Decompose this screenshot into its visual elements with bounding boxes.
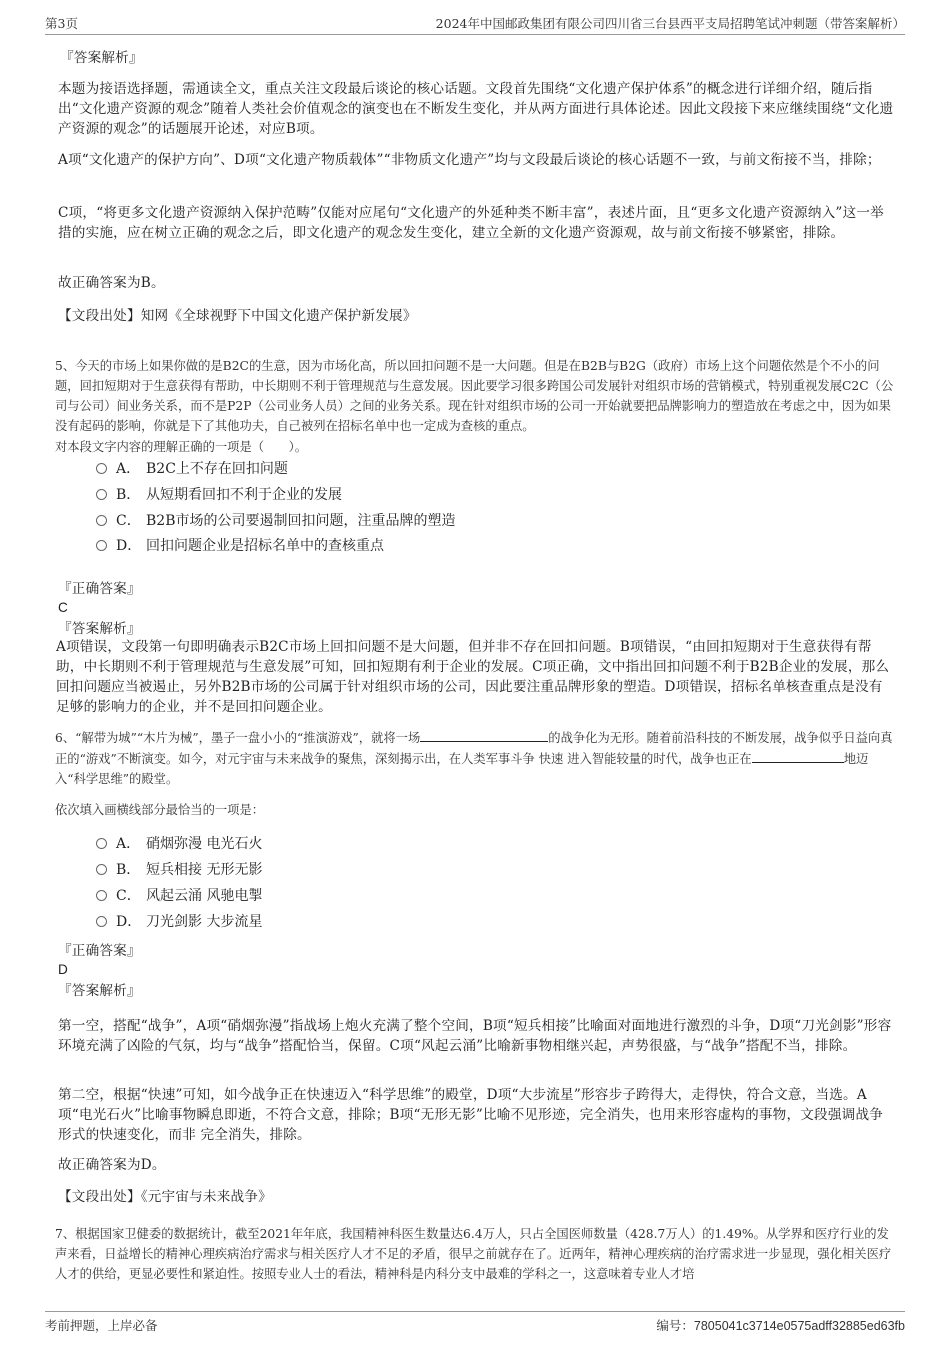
radio-icon[interactable] <box>96 515 107 526</box>
option-letter: A． <box>116 836 141 852</box>
radio-icon[interactable] <box>96 916 107 927</box>
radio-icon[interactable] <box>96 489 107 500</box>
radio-icon[interactable] <box>96 890 107 901</box>
option-text: B2C上不存在回扣问题 <box>146 461 288 477</box>
q6-option-a[interactable] <box>96 833 262 855</box>
q6-answer: D <box>58 962 69 977</box>
option-letter: B． <box>116 862 141 878</box>
option-letter: A． <box>116 461 141 477</box>
q5-stem: 5、今天的市场上如果你做的是B2C的生意，因为市场化高，所以回扣问题不是一大问题。但是在B2B与B2G（政府）市场上这个问题依然是个不小的问题，回扣短期对于生意获得有帮助，中长期则不利于管理规范与生意发展。因此要学习很多跨国公司发展针对组织市场的营销模式，特别重视发展C2C（公司与公司）间业务关系，而不是P2P（公司业务人员）之间的业务关系。现在针对组织市场的公司一开始就要把品牌影响力的塑造放在考虑之中，因为如果没有起码的影响，你就是下了其他功夫，自己被列在招标名单中也一定成为查核的重点。 <box>55 359 894 433</box>
option-text: B2B市场的公司要遏制回扣问题，注重品牌的塑造 <box>146 513 456 529</box>
option-letter: D． <box>116 914 142 930</box>
footer-slogan: 考前押题，上岸必备 <box>45 1318 158 1333</box>
q6-prompt: 依次填入画横线部分最恰当的一项是： <box>55 803 265 817</box>
q4-analysis-p2: A项“文化遗产的保护方向”、D项“文化遗产物质载体”“非物质文化遗产”均与文段最后谈论的核心话题不一致，与前文衔接不当，排除； <box>58 152 881 168</box>
option-text: 刀光剑影 大步流星 <box>146 914 263 930</box>
q6-answer-label: 『正确答案』 <box>58 943 141 959</box>
option-letter: C． <box>116 888 141 904</box>
q4-analysis-label: 『答案解析』 <box>60 50 143 66</box>
q5-analysis: A项错误，文段第一句即明确表示B2C市场上回扣问题不是大问题，但并非不存在回扣问题。B项错误，“由回扣短期对于生意获得有帮助，中长期则不利于管理规范与生意发展”可知，回扣短期有利于企业的发展。C项正确，文中指出回扣问题不利于B2B企业的发展，那么回扣问题应当被遏止，另外B2B市场的公司属于针对组织市场的公司，因此要注重品牌形象的塑造。D项错误，招标名单核查重点是没有足够的影响力的企业，并不是回扣问题企业。 <box>56 639 890 715</box>
radio-icon[interactable] <box>96 463 107 474</box>
option-text: 回扣问题企业是招标名单中的查核重点 <box>146 538 384 554</box>
option-letter: B． <box>116 487 141 503</box>
q5-option-d[interactable] <box>96 535 384 557</box>
q6-analysis-p1: 第一空，搭配“战争”，A项“硝烟弥漫”指战场上炮火充满了整个空间，B项“短兵相接”比喻面对面地进行激烈的斗争，D项“刀光剑影”形容环境充满了凶险的气氛，均与“战争”搭配恰当，保留。C项“风起云涌”比喻新事物相继兴起，声势很盛，与“战争”搭配不当，排除。 <box>58 1018 892 1054</box>
option-text: 风起云涌 风驰电掣 <box>146 888 263 904</box>
document-title: 2024年中国邮政集团有限公司四川省三台县西平支局招聘笔试冲刺题（带答案解析） <box>435 16 905 31</box>
q6-blank-1 <box>420 727 548 742</box>
option-text: 从短期看回扣不利于企业的发展 <box>146 487 342 503</box>
q5-analysis-label: 『答案解析』 <box>58 621 141 637</box>
q5-option-c[interactable] <box>96 510 455 532</box>
page-header <box>45 12 905 35</box>
q7-stem: 7、根据国家卫健委的数据统计，截至2021年年底，我国精神科医生数量达6.4万人，只占全国医师数量（428.7万人）的1.49%。从学界和医疗行业的发声来看，日益增长的精神心理疾病治疗需求与相关医疗人才不足的矛盾，很早之前就存在了。近两年，精神心理疾病的治疗需求进一步显现，强化相关医疗人才的供给，更显必要性和紧迫性。按照专业人士的看法，精神科是内科分支中最难的学科之一，这意味着专业人才培 <box>55 1227 892 1281</box>
q5-answer: C <box>58 600 69 615</box>
q6-source: 【文段出处】《元宇宙与未来战争》 <box>58 1189 272 1205</box>
q5-option-a[interactable] <box>96 458 288 480</box>
page-footer <box>45 1311 905 1336</box>
q5-prompt: 对本段文字内容的理解正确的一项是（ ）。 <box>55 440 308 454</box>
radio-icon[interactable] <box>96 864 107 875</box>
option-text: 硝烟弥漫 电光石火 <box>146 836 263 852</box>
q6-blank-2 <box>752 748 844 763</box>
q4-source: 【文段出处】知网《全球视野下中国文化遗产保护新发展》 <box>58 308 417 324</box>
radio-icon[interactable] <box>96 540 107 551</box>
page-number: 第3页 <box>45 16 78 31</box>
q5-option-b[interactable] <box>96 484 342 506</box>
q6-stem-part1: 6、“解带为城”“木片为械”，墨子一盘小小的“推演游戏”，就将一场 <box>55 731 421 745</box>
q6-stem <box>55 727 897 789</box>
q6-option-d[interactable] <box>96 911 262 933</box>
option-letter: D． <box>116 538 142 554</box>
q6-conclusion: 故正确答案为D。 <box>58 1157 166 1173</box>
q6-analysis-label: 『答案解析』 <box>58 983 141 999</box>
q6-analysis-p2: 第二空，根据“快速”可知，如今战争正在快速迈入“科学思维”的殿堂，D项“大步流星”形容步子跨得大，走得快，符合文意，当选。A项“电光石火”比喻事物瞬息即逝，不符合文意，排除；B项“无形无影”比喻不见形迹，完全消失，也用来形容虚构的事物，文段强调战争形式的快速变化，而非 完全消失，排除。 <box>58 1087 884 1143</box>
q4-analysis-p1: 本题为接语选择题，需通读全文，重点关注文段最后谈论的核心话题。文段首先围绕“文化遗产保护体系”的概念进行详细介绍，随后指出“文化遗产资源的观念”随着人类社会价值观念的演变也在不断发生变化，并从两方面进行具体论述。因此文段接下来应继续围绕“文化遗产资源的观念”的话题展开论述，对应B项。 <box>58 81 894 137</box>
q5-answer-label: 『正确答案』 <box>58 581 141 597</box>
q6-option-b[interactable] <box>96 859 262 881</box>
option-text: 短兵相接 无形无影 <box>146 862 263 878</box>
q6-stem-part3: 地迈入“科学思维”的殿堂。 <box>55 752 869 786</box>
option-letter: C． <box>116 513 141 529</box>
radio-icon[interactable] <box>96 838 107 849</box>
document-id: 编号：7805041c3714e0575adff32885ed63fb <box>656 1319 905 1333</box>
q4-conclusion: 故正确答案为B。 <box>58 275 165 291</box>
q4-analysis-p3: C项，“将更多文化遗产资源纳入保护范畴”仅能对应尾句“文化遗产的外延种类不断丰富”，表述片面，且“更多文化遗产资源纳入”这一举措的实施，应在树立正确的观念之后，即文化遗产的观念发生变化，建立全新的文化遗产资源观，故与前文衔接不够紧密，排除。 <box>58 205 884 241</box>
q6-stem-part2: 的战争化为无形。随着前沿科技的不断发展，战争似乎日益向真正的“游戏”不断演变。如今，对元宇宙与未来战争的聚焦，深刻揭示出，在人类军事斗争 快速 进入智能较量的时代，战争也正在 <box>55 731 893 766</box>
q6-option-c[interactable] <box>96 885 262 907</box>
